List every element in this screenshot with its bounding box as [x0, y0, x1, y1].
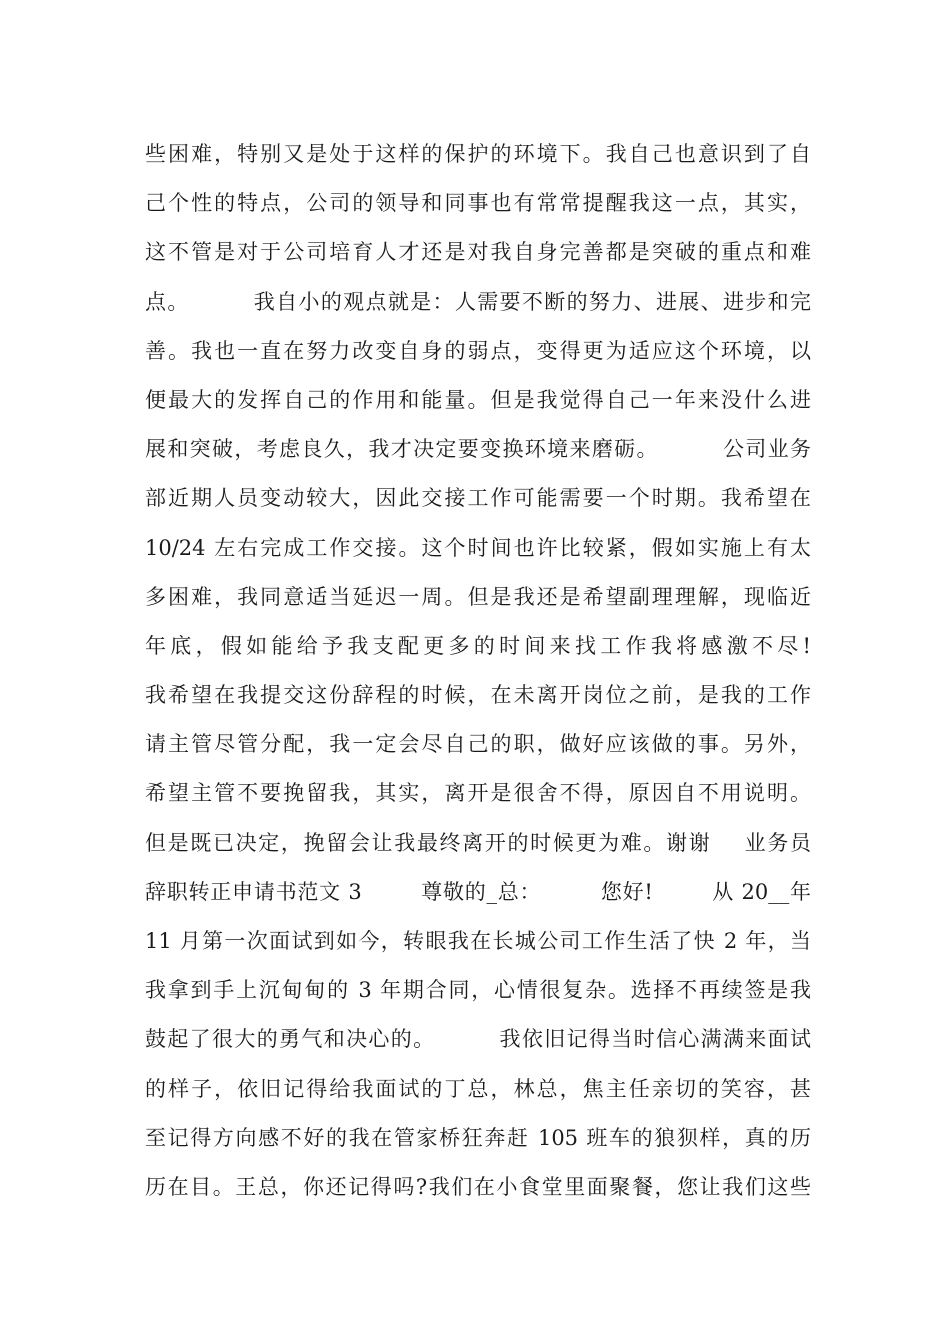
text-line: 些困难，特别又是处于这样的保护的环境下。我自己也意识到了自 [145, 142, 811, 166]
text-line: 便最大的发挥自己的作用和能量。但是我觉得自己一年来没什么进 [145, 387, 811, 412]
text-line: 己个性的特点，公司的领导和同事也有常常提醒我这一点，其实， [145, 191, 811, 216]
text-line: 部近期人员变动较大，因此交接工作可能需要一个时期。我希望在 [145, 486, 811, 511]
text-line: 10/24 左右完成工作交接。这个时间也许比较紧，假如实施上有太 [145, 535, 811, 560]
text-line: 这不管是对于公司培育人才还是对我自身完善都是突破的重点和难 [145, 240, 811, 265]
text-line: 希望主管不要挽留我，其实，离开是很舍不得，原因自不用说明。 [145, 781, 811, 806]
text-line: 我希望在我提交这份辞程的时候，在未离开岗位之前，是我的工作 [145, 683, 811, 708]
text-line: 11 月第一次面试到如今，转眼我在长城公司工作生活了快 2 年，当 [145, 929, 811, 953]
text-line: 鼓起了很大的勇气和决心的。 我依旧记得当时信心满满来面试 [145, 1027, 811, 1052]
text-line: 请主管尽管分配，我一定会尽自己的职，做好应该做的事。另外， [145, 732, 811, 757]
text-line: 善。我也一直在努力改变自身的弱点，变得更为适应这个环境，以 [145, 338, 811, 363]
text-line: 历在目。王总，你还记得吗?我们在小食堂里面聚餐，您让我们这些 [145, 1174, 811, 1199]
text-line: 点。 我自小的观点就是：人需要不断的努力、进展、进步和完 [145, 289, 811, 314]
text-line: 我拿到手上沉甸甸的 3 年期合同，心情很复杂。选择不再续签是我 [145, 978, 811, 1003]
text-line: 年底，假如能给予我支配更多的时间来找工作我将感激不尽! [145, 633, 811, 658]
text-line: 至记得方向感不好的我在管家桥狂奔赶 105 班车的狼狈样，真的历 [145, 1125, 811, 1150]
text-line: 多困难，我同意适当延迟一周。但是我还是希望副理理解，现临近 [145, 584, 811, 609]
text-line: 但是既已决定，挽留会让我最终离开的时候更为难。谢谢 业务员 [145, 830, 811, 855]
text-line: 辞职转正申请书范文 3 尊敬的_总： 您好! 从 20__年 [145, 879, 811, 904]
document-body [145, 130, 811, 1212]
text-line: 的样子，依旧记得给我面试的丁总，林总，焦主任亲切的笑容，甚 [145, 1076, 811, 1101]
text-line: 展和突破，考虑良久，我才决定要变换环境来磨砺。 公司业务 [145, 437, 811, 462]
